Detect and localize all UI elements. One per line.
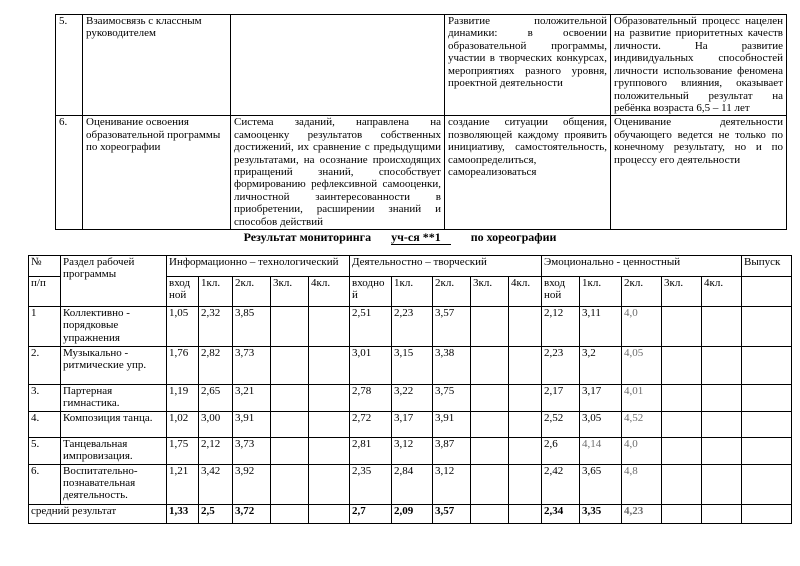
group-header-1: Информационно – технологический — [167, 256, 350, 277]
summary-value-cell: 2,09 — [392, 504, 433, 523]
value-cell — [309, 347, 350, 385]
value-cell — [742, 347, 792, 385]
value-cell: 3,11 — [580, 307, 622, 347]
value-cell — [662, 307, 702, 347]
value-cell — [742, 412, 792, 438]
summary-value-cell: 1,33 — [167, 504, 199, 523]
value-cell: 4,0 — [622, 438, 662, 465]
value-cell: 3,73 — [233, 438, 271, 465]
summary-value-cell: 3,35 — [580, 504, 622, 523]
value-cell: 1,21 — [167, 464, 199, 504]
mon-table-row — [29, 307, 792, 347]
sub-col-header: 1кл. — [580, 277, 622, 307]
col-header-final-empty — [742, 277, 792, 307]
value-cell: 2,65 — [199, 385, 233, 412]
value-cell: 3,92 — [233, 464, 271, 504]
value-cell — [471, 412, 509, 438]
title-part-1: Результат мониторинга — [243, 230, 372, 244]
summary-value-cell — [271, 504, 309, 523]
value-cell — [742, 464, 792, 504]
sub-col-header: входно й — [350, 277, 392, 307]
row-topic-cell: Оценивание освоения образовательной программы по хореографии — [83, 116, 231, 230]
mon-table-row — [29, 464, 792, 504]
sub-col-header: вход ной — [542, 277, 580, 307]
row-text-cell: Образовательный процесс нацелен на развитие приоритетных качеств личности. На развитие индивидуальных способностей личности использование феномена группового влияния, оказывает положительный результат на ребёнка возраста 6,5 – 11 лет — [611, 15, 787, 116]
row-section-label: Партерная гимнастика. — [61, 385, 167, 412]
summary-value-cell: 4,23 — [622, 504, 662, 523]
summary-label: средний результат — [29, 504, 167, 523]
value-cell: 1,76 — [167, 347, 199, 385]
sub-col-header: 2кл. — [433, 277, 471, 307]
value-cell: 1,75 — [167, 438, 199, 465]
value-cell: 3,17 — [580, 385, 622, 412]
value-cell: 2,23 — [542, 347, 580, 385]
value-cell: 2,12 — [199, 438, 233, 465]
value-cell — [271, 347, 309, 385]
value-cell: 3,87 — [433, 438, 471, 465]
value-cell: 3,21 — [233, 385, 271, 412]
value-cell — [471, 385, 509, 412]
summary-value-cell: 2,5 — [199, 504, 233, 523]
value-cell: 3,57 — [433, 307, 471, 347]
group-header-3: Эмоционально - ценностный — [542, 256, 742, 277]
value-cell: 2,17 — [542, 385, 580, 412]
monitoring-table — [28, 255, 792, 524]
row-section-label: Танцевальная импровизация. — [61, 438, 167, 465]
row-text-cell — [231, 15, 445, 116]
summary-value-cell: 2,7 — [350, 504, 392, 523]
value-cell — [309, 412, 350, 438]
value-cell: 3,17 — [392, 412, 433, 438]
value-cell — [702, 347, 742, 385]
value-cell: 1,02 — [167, 412, 199, 438]
value-cell: 3,85 — [233, 307, 271, 347]
title-part-3: по хореографии — [470, 230, 557, 244]
value-cell: 2,42 — [542, 464, 580, 504]
value-cell: 4,8 — [622, 464, 662, 504]
sub-col-header: 4кл. — [509, 277, 542, 307]
value-cell: 2,51 — [350, 307, 392, 347]
col-header-section: Раздел рабочей программы — [61, 256, 167, 307]
value-cell — [471, 464, 509, 504]
row-text-cell: Система заданий, направлена на самооценку результатов собственных достижений, их сравнение с предыдущими результатами, на осознание происходящих приращений знаний, способствует формированию рефлексивной самооценки, личностной заинтересованности в приобретении, расширении знаний и способов действий — [231, 116, 445, 230]
value-cell: 3,05 — [580, 412, 622, 438]
value-cell: 3,2 — [580, 347, 622, 385]
mon-table-row — [29, 385, 792, 412]
value-cell — [471, 347, 509, 385]
value-cell: 4,14 — [580, 438, 622, 465]
summary-value-cell — [742, 504, 792, 523]
sub-col-header: 3кл. — [662, 277, 702, 307]
row-text-cell: Оценивание деятельности обучающего ведется не только по конечному результату, но и по процессу его деятельности — [611, 116, 787, 230]
value-cell — [662, 347, 702, 385]
value-cell — [509, 412, 542, 438]
value-cell: 3,12 — [392, 438, 433, 465]
value-cell: 3,38 — [433, 347, 471, 385]
value-cell — [662, 438, 702, 465]
value-cell — [662, 464, 702, 504]
summary-value-cell: 3,72 — [233, 504, 271, 523]
summary-value-cell — [309, 504, 350, 523]
value-cell: 3,75 — [433, 385, 471, 412]
value-cell — [509, 385, 542, 412]
value-cell — [509, 307, 542, 347]
row-num: 2. — [29, 347, 61, 385]
summary-value-cell — [702, 504, 742, 523]
value-cell — [742, 307, 792, 347]
page-title — [0, 230, 800, 245]
value-cell — [309, 385, 350, 412]
value-cell — [742, 385, 792, 412]
value-cell — [509, 438, 542, 465]
value-cell: 2,81 — [350, 438, 392, 465]
sub-col-header: 4кл. — [702, 277, 742, 307]
value-cell: 4,05 — [622, 347, 662, 385]
row-num: 5. — [29, 438, 61, 465]
value-cell: 3,15 — [392, 347, 433, 385]
mon-table-body — [29, 307, 792, 524]
sub-col-header: 3кл. — [271, 277, 309, 307]
value-cell: 2,32 — [199, 307, 233, 347]
value-cell: 2,78 — [350, 385, 392, 412]
value-cell: 2,52 — [542, 412, 580, 438]
summary-value-cell: 3,57 — [433, 504, 471, 523]
value-cell — [702, 307, 742, 347]
mon-table-head — [29, 256, 792, 307]
value-cell: 2,35 — [350, 464, 392, 504]
value-cell — [509, 464, 542, 504]
sub-col-header: 1кл. — [199, 277, 233, 307]
row-text-cell: создание ситуации общения, позволяющей каждому проявить инициативу, самостоятельность, самоопределиться, самореализоваться — [445, 116, 611, 230]
summary-value-cell — [471, 504, 509, 523]
value-cell: 2,72 — [350, 412, 392, 438]
row-num: 5. — [56, 15, 83, 116]
value-cell: 3,01 — [350, 347, 392, 385]
value-cell — [271, 438, 309, 465]
value-cell — [702, 438, 742, 465]
value-cell: 3,65 — [580, 464, 622, 504]
value-cell — [271, 412, 309, 438]
col-header-num-bottom: п/п — [29, 277, 61, 307]
value-cell: 3,00 — [199, 412, 233, 438]
summary-value-cell: 2,34 — [542, 504, 580, 523]
top-table-row — [56, 116, 787, 230]
value-cell: 3,91 — [233, 412, 271, 438]
row-num: 3. — [29, 385, 61, 412]
row-section-label: Воспитательно-познавательная деятельность. — [61, 464, 167, 504]
value-cell — [702, 464, 742, 504]
value-cell: 2,23 — [392, 307, 433, 347]
value-cell — [309, 464, 350, 504]
value-cell: 1,05 — [167, 307, 199, 347]
sub-col-header: 3кл. — [471, 277, 509, 307]
row-topic-cell: Взаимосвязь с классным руководителем — [83, 15, 231, 116]
value-cell: 3,12 — [433, 464, 471, 504]
value-cell: 4,01 — [622, 385, 662, 412]
value-cell: 4,52 — [622, 412, 662, 438]
top-table — [55, 14, 787, 230]
value-cell: 2,6 — [542, 438, 580, 465]
row-text-cell: Развитие положительной динамики: в освоении образовательной программы, участии в творческих конкурсах, мероприятиях разного уровня, проектной деятельности — [445, 15, 611, 116]
value-cell: 3,42 — [199, 464, 233, 504]
sub-col-header: 2кл. — [233, 277, 271, 307]
value-cell: 4,0 — [622, 307, 662, 347]
value-cell — [662, 385, 702, 412]
value-cell: 3,73 — [233, 347, 271, 385]
value-cell: 3,22 — [392, 385, 433, 412]
sub-col-header: 4кл. — [309, 277, 350, 307]
col-header-num: № — [29, 256, 61, 277]
value-cell — [271, 385, 309, 412]
value-cell — [309, 438, 350, 465]
value-cell: 3,91 — [433, 412, 471, 438]
value-cell — [271, 464, 309, 504]
row-section-label: Композиция танца. — [61, 412, 167, 438]
summary-value-cell — [662, 504, 702, 523]
value-cell: 2,12 — [542, 307, 580, 347]
top-table-row — [56, 15, 787, 116]
value-cell — [471, 438, 509, 465]
value-cell — [471, 307, 509, 347]
value-cell: 2,84 — [392, 464, 433, 504]
value-cell: 2,82 — [199, 347, 233, 385]
summary-value-cell — [509, 504, 542, 523]
row-num: 6. — [56, 116, 83, 230]
mon-table-row — [29, 347, 792, 385]
value-cell — [509, 347, 542, 385]
row-num: 4. — [29, 412, 61, 438]
group-header-2: Деятельностно – творческий — [350, 256, 542, 277]
row-section-label: Музыкально - ритмические упр. — [61, 347, 167, 385]
value-cell — [309, 307, 350, 347]
mon-table-row — [29, 412, 792, 438]
row-num: 6. — [29, 464, 61, 504]
row-section-label: Коллективно - порядковые упражнения — [61, 307, 167, 347]
value-cell — [702, 412, 742, 438]
summary-row — [29, 504, 792, 523]
col-header-final: Выпуск — [742, 256, 792, 277]
value-cell: 1,19 — [167, 385, 199, 412]
title-student-name: уч-ся **1 — [391, 230, 451, 245]
mon-table-row — [29, 438, 792, 465]
sub-col-header: 1кл. — [392, 277, 433, 307]
sub-col-header: 2кл. — [622, 277, 662, 307]
value-cell — [662, 412, 702, 438]
value-cell — [742, 438, 792, 465]
value-cell — [271, 307, 309, 347]
sub-col-header: вход ной — [167, 277, 199, 307]
row-num: 1 — [29, 307, 61, 347]
mon-header-row-1 — [29, 256, 792, 277]
value-cell — [702, 385, 742, 412]
